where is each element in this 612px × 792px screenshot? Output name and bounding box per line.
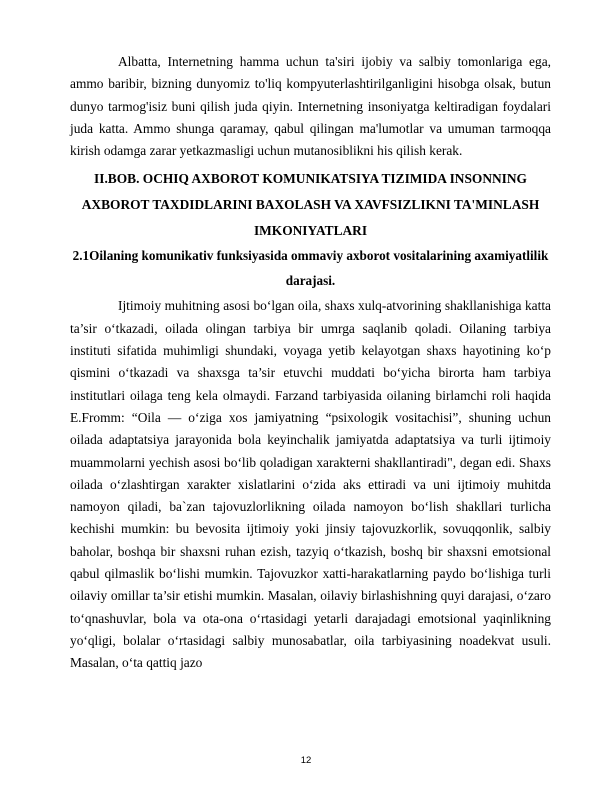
body-paragraph: Ijtimoiy muhitning asosi bo‘lgan oila, shaxs xulq-atvorining shakllanishiga katta ta’sir o‘tkazadi, oilada olingan tarbiya bir umrga saqlanib qoladi. Oilaning tarbiya instituti sifatida muhimligi shundaki, voyaga yetib kelayotgan shaxs hayotining ko‘p qismini o‘tkazadi va shaxsga ta’sir etuvchi muddati bo‘yicha birorta ham tarbiya institutlari oilaga teng kela olmaydi. Farzand tarbiyasida oilaning birlamchi roli haqida E.Fromm: “Oila — o‘ziga xos jamiyatning “psixologik vositachisi”, shuning uchun oilada adaptatsiya jarayonida bola keyinchalik jamiyatda adaptatsiya va turli ijtimoiy muammolarni yechish asosi bo‘lib qoladigan xarakterni shakllantiradi", degan edi. Shaxs oilada o‘zlashtirgan xarakter xislatlarini o‘zida aks ettiradi va uni ijtimoiy muhitda namoyon qiladi, ba`zan tajovuzlorlikning oilada namoyon bo‘lish shakllari turlicha kechishi mumkin: bu bevosita ijtimoiy yoki jinsiy tajovuzkorlik, sovuqqonlik, salbiy baholar, boshqa bir shaxsni ruhan ezish, tazyiq o‘tkazish, boshq bir shaxsni emotsional qabul qilmaslik bo‘lishi mumkin. Tajovuzkor xatti-harakatlarning paydo bo‘lishiga turli oilaviy omillar ta’sir etishi mumkin. Masalan, oilaviy birlashishning quyi darajasi, o‘zaro to‘qnashuvlar, bola va ota-ona o‘rtasidagi yetarli darajadagi emotsional yaqinlikning yo‘qligi, bolalar o‘rtasidagi salbiy munosabatlar, oila tarbiyasining noadekvat usuli. Masalan, o‘ta qattiq jazo	[70, 298, 551, 671]
page-content	[70, 51, 551, 675]
intro-paragraph: Albatta, Internetning hamma uchun ta'siri ijobiy va salbiy tomonlariga ega, ammo baribir, bizning dunyomiz to'liq kompyuterlashtirilganligini hisobga olsak, butun dunyo tarmog'isiz buni qilish juda qiyin. Internetning insoniyatga keltiradigan foydalari juda katta. Ammo shunga qaramay, qabul qilingan ma'lumotlar va umuman tarmoqqa kirish odamga zarar yetkazmasligi uchun mutanosiblikni his qilish kerak.	[70, 54, 551, 159]
page-number: 12	[300, 755, 312, 766]
section-heading: 2.1Oilaning komunikativ funksiyasida ommaviy axborot vositalarining axamiyatlilik darajasi.	[72, 248, 549, 288]
chapter-heading: II.BOB. OCHIQ AXBOROT KOMUNIKATSIYA TIZIMIDA INSONNING AXBOROT TAXDIDLARINI BAXOLASH VA XAVFSIZLIKNI TA'MINLASH IMKONIYATLARI	[81, 171, 540, 239]
